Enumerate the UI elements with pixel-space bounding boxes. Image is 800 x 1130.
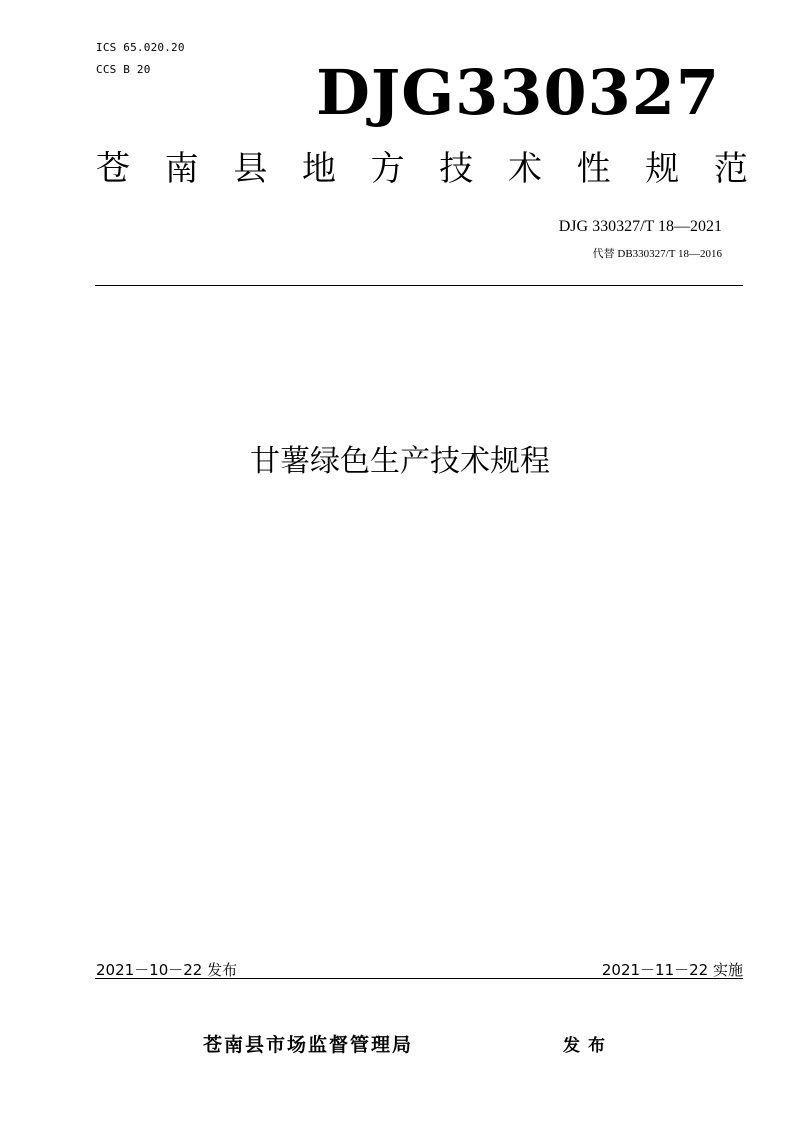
spec-title-char: 县	[233, 149, 268, 189]
ics-code: ICS 65.020.20	[96, 41, 185, 54]
spec-title-char: 技	[439, 149, 474, 189]
spec-title	[96, 149, 748, 189]
spec-title-char: 术	[507, 149, 542, 189]
spec-title-char: 方	[370, 149, 405, 189]
document-title: 甘薯绿色生产技术规程	[250, 444, 550, 479]
standard-code: DJG330327	[316, 56, 720, 129]
issued-label: 发布	[563, 1036, 613, 1056]
issuing-authority: 苍南县市场监督管理局	[203, 1034, 414, 1056]
replaces-note: 代替 DB330327/T 18—2016	[592, 248, 722, 260]
spec-title-char: 苍	[96, 149, 130, 189]
ccs-code: CCS B 20	[96, 63, 151, 76]
spec-title-char: 性	[576, 149, 611, 189]
footer-divider	[95, 978, 743, 979]
document-number: DJG 330327/T 18—2021	[558, 218, 722, 235]
spec-title-char: 范	[713, 149, 748, 189]
spec-title-char: 地	[301, 149, 336, 189]
header-divider	[95, 285, 743, 286]
implement-date: 2021－11－22 实施	[601, 961, 743, 979]
publish-date: 2021－10－22 发布	[96, 961, 238, 979]
spec-title-char: 规	[645, 149, 680, 189]
spec-title-char: 南	[164, 149, 199, 189]
